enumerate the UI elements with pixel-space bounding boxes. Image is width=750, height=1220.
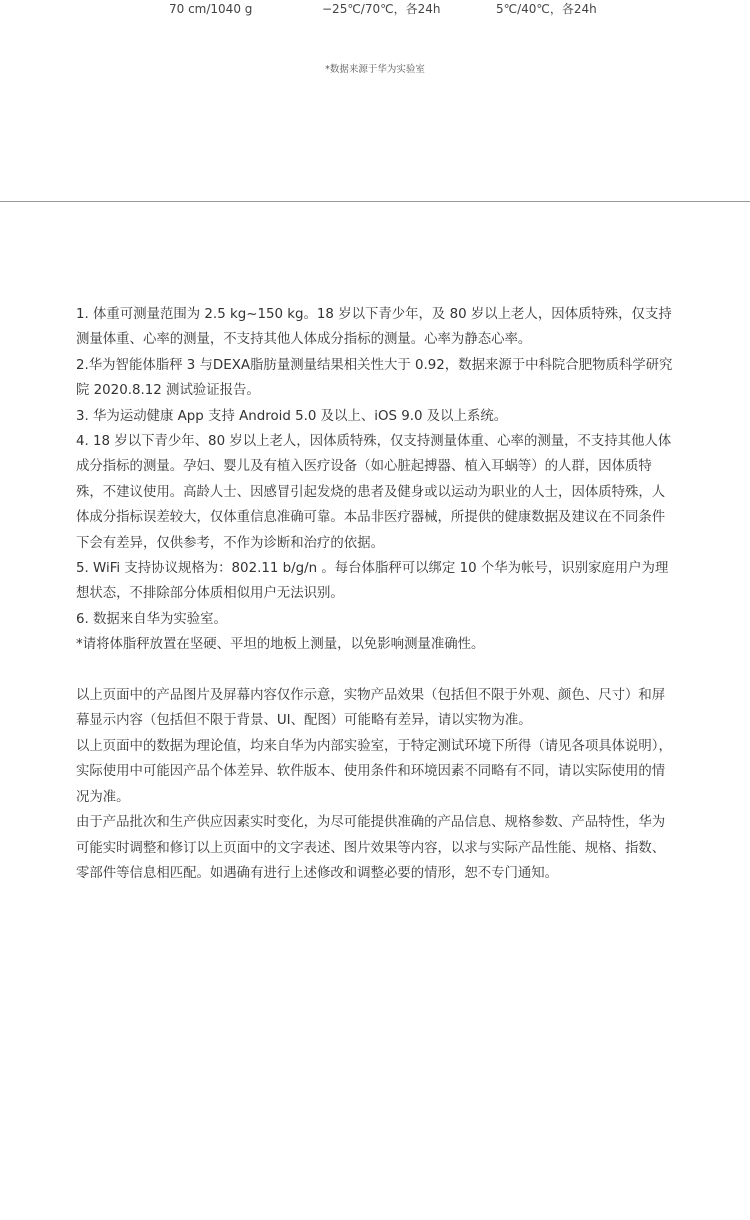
footnote-placement-tip: *请将体脂秤放置在坚硬、平坦的地板上测量，以免影响测量准确性。: [76, 637, 485, 653]
footnote-dexa-correlation: 2.华为智能体脂秤 3 与DEXA脂肪量测量结果相关性大于 0.92，数据来源于中科院合肥物质科学研究院 2020.8.12 测试验证报告。: [76, 357, 673, 399]
paragraph-spacer: [76, 658, 676, 683]
notes-section: [76, 302, 676, 886]
spec-storage-temperature: −25℃/70℃，各24h: [322, 2, 441, 16]
disclaimer-theoretical-data: 以上页面中的数据为理论值，均来自华为内部实验室，于特定测试环境下所得（请见各项具体说明），实际使用中可能因产品个体差异、软件版本、使用条件和环境因素不同略有不同，请以实际使用的情况为准。: [76, 738, 672, 805]
disclaimer-images: 以上页面中的产品图片及屏幕内容仅作示意，实物产品效果（包括但不限于外观、颜色、尺寸）和屏幕显示内容（包括但不限于背景、UI、配图）可能略有差异，请以实物为准。: [76, 688, 666, 729]
footnote-app-support: 3. 华为运动健康 App 支持 Android 5.0 及以上、iOS 9.0 及以上系统。: [76, 408, 508, 424]
spec-size-weight: 70 cm/1040 g: [169, 2, 253, 16]
disclaimer-product-changes: 由于产品批次和生产供应因素实时变化，为尽可能提供准确的产品信息、规格参数、产品特性，华为可能实时调整和修订以上页面中的文字表述、图片效果等内容，以求与实际产品性能、规格、指数、零部件等信息相匹配。如遇确有进行上述修改和调整必要的情形，恕不专门通知。: [76, 815, 666, 881]
footnote-wifi-accounts: 5. WiFi 支持协议规格为：802.11 b/g/n 。每台体脂秤可以绑定 10 个华为帐号，识别家庭用户为理想状态，不排除部分体质相似用户无法识别。: [76, 561, 669, 602]
spec-operating-temperature: 5℃/40℃，各24h: [496, 2, 597, 16]
footnote-lab-data: 6. 数据来自华为实验室。: [76, 611, 227, 627]
footnote-user-restrictions: 4. 18 岁以下青少年、80 岁以上老人，因体质特殊，仅支持测量体重、心率的测量，不支持其他人体成分指标的测量。孕妇、婴儿及有植入医疗设备（如心脏起搏器、植入耳蜗等）的人群，因体质特殊，不建议使用。高龄人士、因感冒引起发烧的患者及健身或以运动为职业的人士，因体质特殊，人体成分指标误差较大，仅体重信息准确可靠。本品非医疗器械，所提供的健康数据及建议在不同条件下会有差异，仅供参考，不作为诊断和治疗的依据。: [76, 434, 672, 551]
section-divider: [0, 201, 750, 202]
footnote-weight-range: 1. 体重可测量范围为 2.5 kg~150 kg。18 岁以下青少年，及 80 岁以上老人，因体质特殊，仅支持测量体重、心率的测量，不支持其他人体成分指标的测量。心率为静态心率。: [76, 307, 672, 348]
data-source-note: *数据来源于华为实验室: [325, 64, 425, 75]
spec-row: [0, 0, 750, 20]
